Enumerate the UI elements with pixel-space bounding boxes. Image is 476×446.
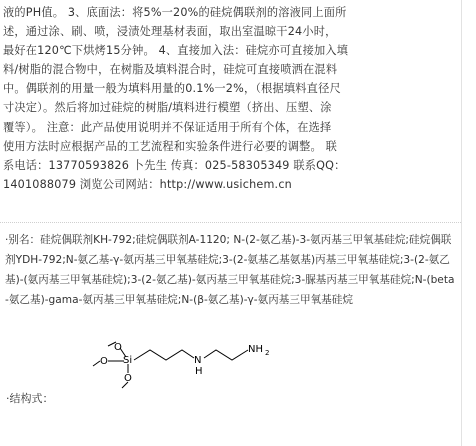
- intro-line-3: 最好在120℃下烘烤15分钟。 4、直接加入法：硅烷亦可直接加入填: [3, 44, 349, 58]
- section-divider: [0, 222, 461, 224]
- intro-line-7: 覆等）。 注意：此产品使用说明并不保证适用于所有个体，在选择: [3, 120, 332, 134]
- atom-o3: O: [124, 373, 132, 384]
- usage-description: [3, 3, 459, 194]
- atom-n: N: [194, 355, 202, 366]
- intro-line-8: 使用方法时应根据产品的工艺流程和实验条件进行必要的调整。 联: [3, 139, 337, 153]
- intro-line-2: 述，通过涂、刷、喷，浸渍处理基材表面，取出室温晾干24小时，: [3, 25, 337, 39]
- atom-si: Si: [123, 355, 133, 366]
- intro-line-1: 液的PH值。 3、底面法：将5%一20%的硅烷偶联剂的溶液同上面所: [3, 6, 347, 19]
- bond-o2-me: [93, 361, 100, 366]
- contact-line-2: 1401088079 浏览公司网站：: [3, 177, 160, 191]
- atom-nh2: NH: [248, 344, 263, 355]
- atom-o1: O: [114, 342, 122, 353]
- structure-formula: [90, 340, 290, 390]
- intro-line-5: 中。偶联剂的用量一般为填料用量的0.1%一2%，（根据填料直径尺: [3, 82, 341, 96]
- alias-label: ·别名：: [5, 234, 41, 246]
- bond-propyl-chain: [134, 350, 194, 360]
- atom-o2: O: [100, 356, 108, 367]
- alias-section: [5, 230, 457, 310]
- bond-ethyl-chain: [204, 350, 248, 360]
- alias-text: 硅烷偶联剂KH-792;硅烷偶联剂A-1120; N-(2-氨乙基)-3-氨丙基三甲氧基硅烷;硅烷偶联剂YDH-792;N-氨乙基-γ-氨丙基三甲氧基硅烷;3-(2-氨基乙基氨基)丙基三甲氧基硅烷;3-(2-氨乙基)-(氨丙基三甲氧基硅烷);3-(2-氨乙基)-氨丙基三甲氧基硅烷;3-脲基丙基三甲氧基硅烷;N-(beta-氨乙基)-gama-氨丙基三甲氧基硅烷;N-(β-氨乙基)-γ-氨丙基三甲氧基硅烷: [5, 234, 455, 306]
- structure-diagram: [90, 340, 290, 390]
- intro-line-6: 寸决定）。然后将加过硅烷的树脂/填料进行模塑（挤出、压塑、涂: [3, 101, 332, 115]
- atom-nh2-subscript: 2: [265, 349, 270, 357]
- website-link[interactable]: http://www.usichem.cn: [159, 177, 292, 191]
- contact-line: 系电话：13770593826 卜先生 传真：025-58305349 联系QQ：: [3, 158, 346, 172]
- intro-line-4: 料/树脂的混合物中，在树脂及填料混合时，硅烷可直接喷洒在混料: [3, 63, 338, 77]
- structure-label: ·结构式：: [6, 392, 54, 405]
- right-border: [461, 0, 462, 446]
- atom-h: H: [195, 366, 203, 377]
